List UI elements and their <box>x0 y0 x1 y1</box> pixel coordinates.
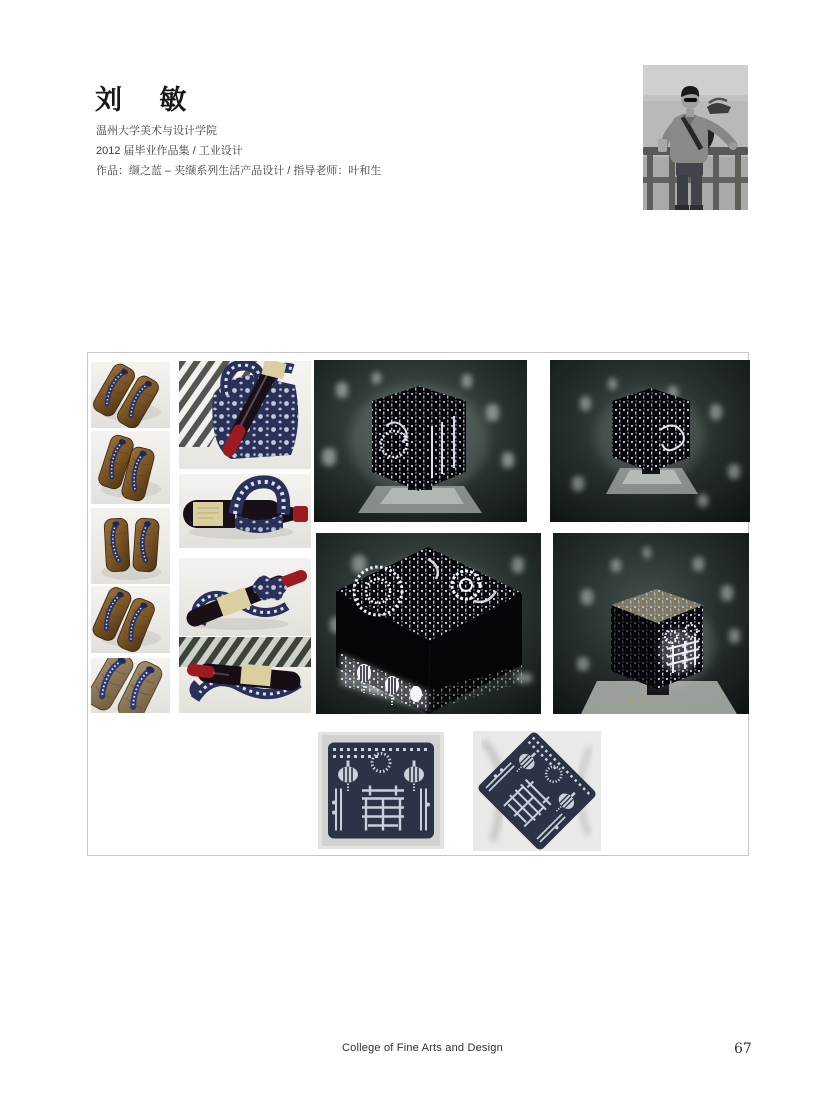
photo-wine-holder-3 <box>179 558 311 636</box>
photo-wine-holder-1 <box>179 361 311 469</box>
photo-cube-lamp-lantern <box>553 533 749 714</box>
student-info-block <box>96 121 381 181</box>
photo-cube-lamp-2 <box>550 360 750 522</box>
school-line: 温州大学美术与设计学院 <box>96 125 217 137</box>
photo-wooden-clogs-1 <box>91 362 170 428</box>
photo-batik-swatch-flat <box>318 732 444 849</box>
photo-wooden-clogs-4 <box>91 586 170 653</box>
collection-line: 2012 届毕业作品集 / 工业设计 <box>96 145 243 157</box>
student-name: 刘 敏 <box>95 85 188 116</box>
photo-wine-holder-4 <box>179 637 311 713</box>
photo-wine-holder-2 <box>179 474 311 548</box>
page-number: 67 <box>734 1041 752 1057</box>
portrait-image <box>643 65 748 210</box>
photo-wooden-clogs-5 <box>91 658 170 713</box>
footer-college-name: College of Fine Arts and Design <box>342 1042 503 1054</box>
photo-cube-lamp-1 <box>314 360 527 522</box>
student-portrait-photo <box>643 65 748 210</box>
photo-wooden-clogs-3 <box>91 508 170 584</box>
work-line: 作品：缬之蓝 – 夹缬系列生活产品设计 / 指导老师：叶和生 <box>96 165 382 177</box>
photo-wooden-clogs-2 <box>91 431 170 504</box>
photo-cube-lamp-closeup <box>316 533 541 714</box>
photo-batik-swatch-rotated <box>473 731 601 851</box>
works-gallery <box>87 352 749 856</box>
